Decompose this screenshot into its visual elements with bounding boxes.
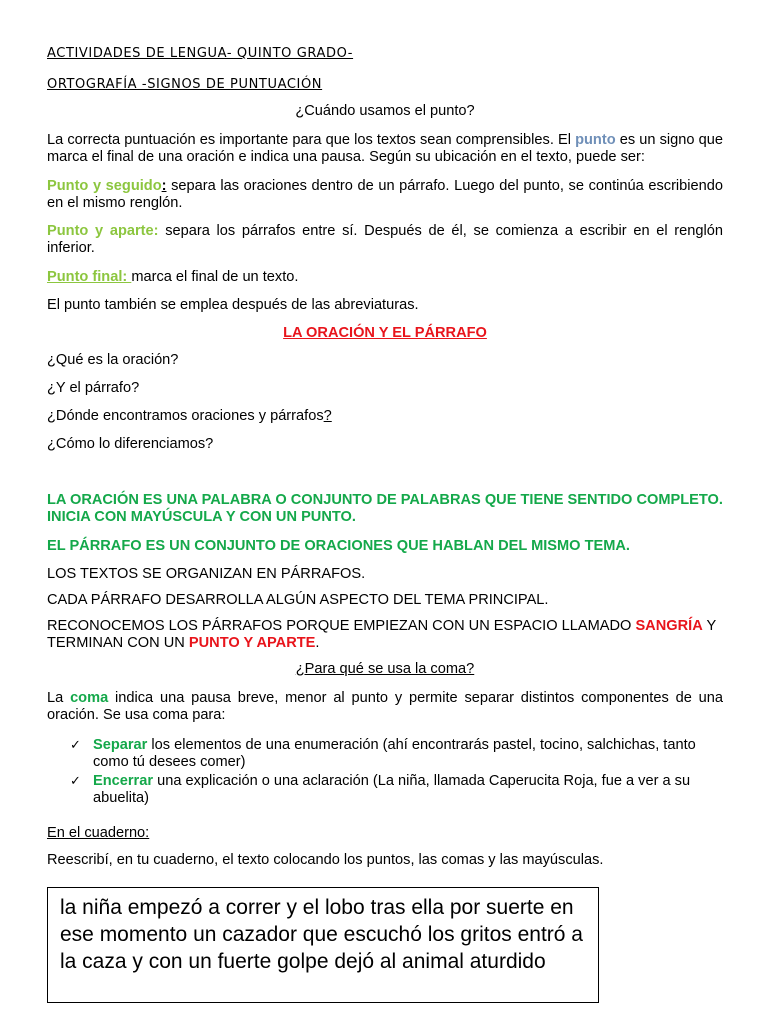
- question-como: ¿Cómo lo diferenciamos?: [47, 436, 214, 452]
- check-mark-icon: ✓: [70, 738, 81, 753]
- question-parrafo: ¿Y el párrafo?: [47, 380, 140, 396]
- header-line-1: ACTIVIDADES DE LENGUA- QUINTO GRADO-: [47, 46, 354, 61]
- punto-seguido: Punto y seguido: separa las oraciones dentro de un párrafo. Luego del punto, se continúa escribiendo en el mismo renglón.: [47, 178, 723, 211]
- punto-final: Punto final: marca el final de un texto.: [47, 269, 299, 285]
- punto-question: ¿Cuándo usamos el punto?: [295, 103, 475, 119]
- term-separar: Separar: [93, 737, 148, 753]
- keyword-coma: coma: [70, 690, 109, 706]
- coma-uses-list: [70, 737, 723, 807]
- list-item: ✓ Separar los elementos de una enumeración (ahí encontrarás pastel, tocino, salchichas, tanto como tú desees comer): [70, 737, 696, 770]
- keyword-punto-aparte: PUNTO Y APARTE: [188, 635, 316, 651]
- list-item: ✓ Encerrar una explicación o una aclaración (La niña, llamada Caperucita Roja, fue a ver a su abuelita): [70, 773, 691, 806]
- term-encerrar: Encerrar: [93, 773, 154, 789]
- exercise-text-box: la niña empezó a correr y el lobo tras ella por suerte en ese momento un cazador que escuchó los gritos entró a la caza y con un fuerte golpe dejó al animal aturdido: [47, 887, 599, 1003]
- coma-intro: La coma indica una pausa breve, menor al punto y permite separar distintos componentes de una oración. Se usa coma para:: [47, 690, 723, 723]
- punto-aparte: Punto y aparte: separa los párrafos entre sí. Después de él, se comienza a escribir en el renglón inferior.: [47, 223, 723, 256]
- term-punto-aparte: Punto y aparte:: [47, 223, 159, 239]
- cada-parrafo: CADA PÁRRAFO DESARROLLA ALGÚN ASPECTO DEL TEMA PRINCIPAL.: [47, 592, 549, 608]
- definition-oracion: LA ORACIÓN ES UNA PALABRA O CONJUNTO DE PALABRAS QUE TIENE SENTIDO COMPLETO. INICIA CON MAYÚSCULA Y CON UN PUNTO.: [47, 492, 723, 525]
- keyword-punto: punto: [575, 132, 616, 148]
- keyword-sangria: SANGRÍA: [635, 618, 703, 634]
- textos-organizan: LOS TEXTOS SE ORGANIZAN EN PÁRRAFOS.: [47, 566, 366, 582]
- term-punto-seguido: Punto y seguido: [47, 178, 162, 194]
- question-donde: ¿Dónde encontramos oraciones y párrafos?: [47, 408, 332, 424]
- check-mark-icon: ✓: [70, 774, 81, 789]
- definition-parrafo: EL PÁRRAFO ES UN CONJUNTO DE ORACIONES QUE HABLAN DEL MISMO TEMA.: [47, 538, 630, 554]
- punto-abreviaturas: El punto también se emplea después de las abreviaturas.: [47, 297, 419, 313]
- cuaderno-heading: En el cuaderno:: [47, 825, 150, 841]
- coma-question: ¿Para qué se usa la coma?: [295, 661, 475, 677]
- punto-intro: La correcta puntuación es importante para que los textos sean comprensibles. El punto es un signo que marca el final de una oración e indica una pausa. Según su ubicación en el texto, puede ser:: [47, 132, 723, 165]
- header-line-2: ORTOGRAFÍA -SIGNOS DE PUNTUACIÓN: [47, 77, 323, 92]
- reconocemos-parrafos: RECONOCEMOS LOS PÁRRAFOS PORQUE EMPIEZAN CON UN ESPACIO LLAMADO SANGRÍA Y TERMINAN CON UN PUNTO Y APARTE.: [47, 618, 717, 651]
- section-title-oracion: LA ORACIÓN Y EL PÁRRAFO: [283, 325, 487, 341]
- term-punto-final: Punto final:: [47, 269, 132, 285]
- question-oracion: ¿Qué es la oración?: [47, 352, 179, 368]
- cuaderno-instruction: Reescribí, en tu cuaderno, el texto colocando los puntos, las comas y las mayúsculas.: [47, 852, 604, 868]
